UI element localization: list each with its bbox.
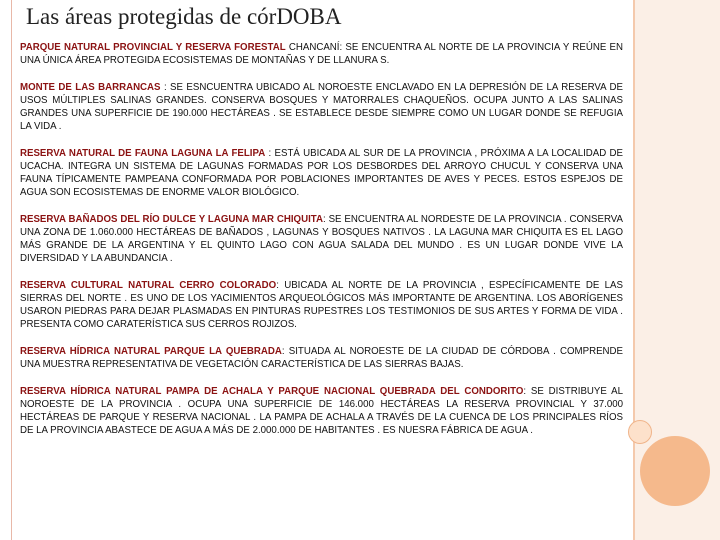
paragraph-heading: PARQUE NATURAL PROVINCIAL Y RESERVA FORESTAL — [20, 42, 286, 53]
paragraph-text: : ESTÁ UBICADA AL SUR DE LA PROVINCIA , PRÓXIMA A LA LOCALIDAD DE UCACHA. INTEGRA UN SISTEMA DE LAGUNAS FORMADAS POR LOS DESBORDES DEL ARROYO CHUCUL Y CONSERVA UNA FAUNA TÍPICAMENTE PAMPEANA CONFORMADA POR POBLACIONES IMPORTANTES DE AVES Y PECES. ESTOS ESPEJOS DE AGUA SON ECOSISTEMAS DE ENORME VALOR BIOLÓGICO. — [20, 148, 624, 198]
paragraph-laguna-felipa — [20, 147, 623, 199]
paragraph-heading-suffix: CHANCANÍ — [285, 42, 340, 53]
paragraph-text: : UBICADA AL NORTE DE LA PROVINCIA , ESPECÍFICAMENTE DE LAS SIERRAS DEL NORTE . ES UNO DE LOS YACIMIENTOS ARQUEOLÓGICOS MÁS IMPORTANTE DE ARGENTINA. LOS ABORÍGENES USARON PIEDRAS PARA DEJAR PLASMADAS EN PINTURAS RUPESTRES LOS TESTIMONIOS DE SUS ARTES Y FORMA DE VIDA . PRESENTA COMO CARATERÍSTICA SUS CERROS ROJIZOS. — [20, 280, 623, 330]
paragraph-text: : SITUADA AL NOROESTE DE LA CIUDAD DE CÓRDOBA . COMPRENDE UNA MUESTRA REPRESENTATIVA DE VEGETACIÓN CARACTERÍSTICA DE LAS SIERRAS BAJAS. — [20, 346, 623, 370]
paragraph-la-quebrada — [20, 345, 623, 371]
left-border-line — [11, 0, 12, 540]
paragraph-text: : SE DISTRIBUYE AL NOROESTE DE LA PROVINCIA . OCUPA UNA SUPERFICIE DE 146.000 HECTÁREAS LA RESERVA PROVINCIAL Y 37.000 HECTÁREAS DE PARQUE Y RESERVA NACIONAL . LA PAMPA DE ACHALA A TRAVÉS DE LA CUENCA DE LOS PRINCIPALES RÍOS DE LA PROVINCIA ABASTECE DE AGUA A MÁS DE 2.000.000 DE HABITANTES . ES NUESRA FÁBRICA DE AGUA . — [20, 386, 623, 436]
slide-body — [20, 41, 623, 451]
paragraph-heading: RESERVA HÍDRICA NATURAL PARQUE LA QUEBRADA — [20, 346, 282, 357]
paragraph-heading: MONTE DE LAS BARRANCAS — [20, 82, 161, 93]
paragraph-heading: RESERVA BAÑADOS DEL RÍO DULCE Y LAGUNA MAR CHIQUITA — [20, 214, 323, 225]
side-panel-border — [633, 0, 635, 540]
paragraph-text: : SE ENCUENTRA AL NORTE DE LA PROVINCIA Y REÚNE EN UNA ÚNICA ÁREA PROTEGIDA ECOSISTEMAS DE MONTAÑAS Y DE LLANURA S. — [20, 42, 623, 66]
paragraph-cerro-colorado — [20, 279, 623, 331]
paragraph-text: : SE ESNCUENTRA UBICADO AL NOROESTE ENCLAVADO EN LA DEPRESIÓN DE LA RESERVA DE USOS MÚLTIPLES SALINAS GRANDES. CONSERVA BOSQUES Y MATORRALES CHAQUEÑOS. OCUPA JUNTO A LAS SALINAS GRANDES UNA SUPERFICIE DE 190.000 HECTÁREAS . SE ESTABLECE DESDE SIEMPRE COMO UN LUGAR DONDE SE REFUGIA LA VIDA . — [20, 82, 623, 132]
slide-title: Las áreas protegidas de córDOBA — [26, 4, 342, 29]
paragraph-mar-chiquita — [20, 213, 623, 265]
paragraph-monte-barrancas — [20, 81, 623, 133]
paragraph-heading: RESERVA HÍDRICA NATURAL PAMPA DE ACHALA Y PARQUE NACIONAL QUEBRADA DEL CONDORITO — [20, 386, 524, 397]
paragraph-chancani — [20, 41, 623, 67]
paragraph-pampa-achala — [20, 385, 623, 437]
paragraph-heading: RESERVA CULTURAL NATURAL CERRO COLORADO — [20, 280, 277, 291]
decorative-circle-large — [640, 436, 710, 506]
decorative-circle-small — [628, 420, 652, 444]
paragraph-heading: RESERVA NATURAL DE FAUNA LAGUNA LA FELIPA — [20, 148, 266, 159]
paragraph-text: : SE ENCUENTRA AL NORDESTE DE LA PROVINCIA . CONSERVA UNA ZONA DE 1.060.000 HECTÁREAS DE BAÑADOS , LAGUNAS Y BOSQUES NATIVOS . LA LAGUNA MAR CHIQUITA ES EL LAGO MÁS GRANDE DE LA ARGENTINA Y EL QUINTO LAGO CON AGUA SALADA DEL MUNDO . ES UN LUGAR DONDE VIVE LA DIVERSIDAD Y LA ABUNDANCIA . — [20, 214, 624, 264]
